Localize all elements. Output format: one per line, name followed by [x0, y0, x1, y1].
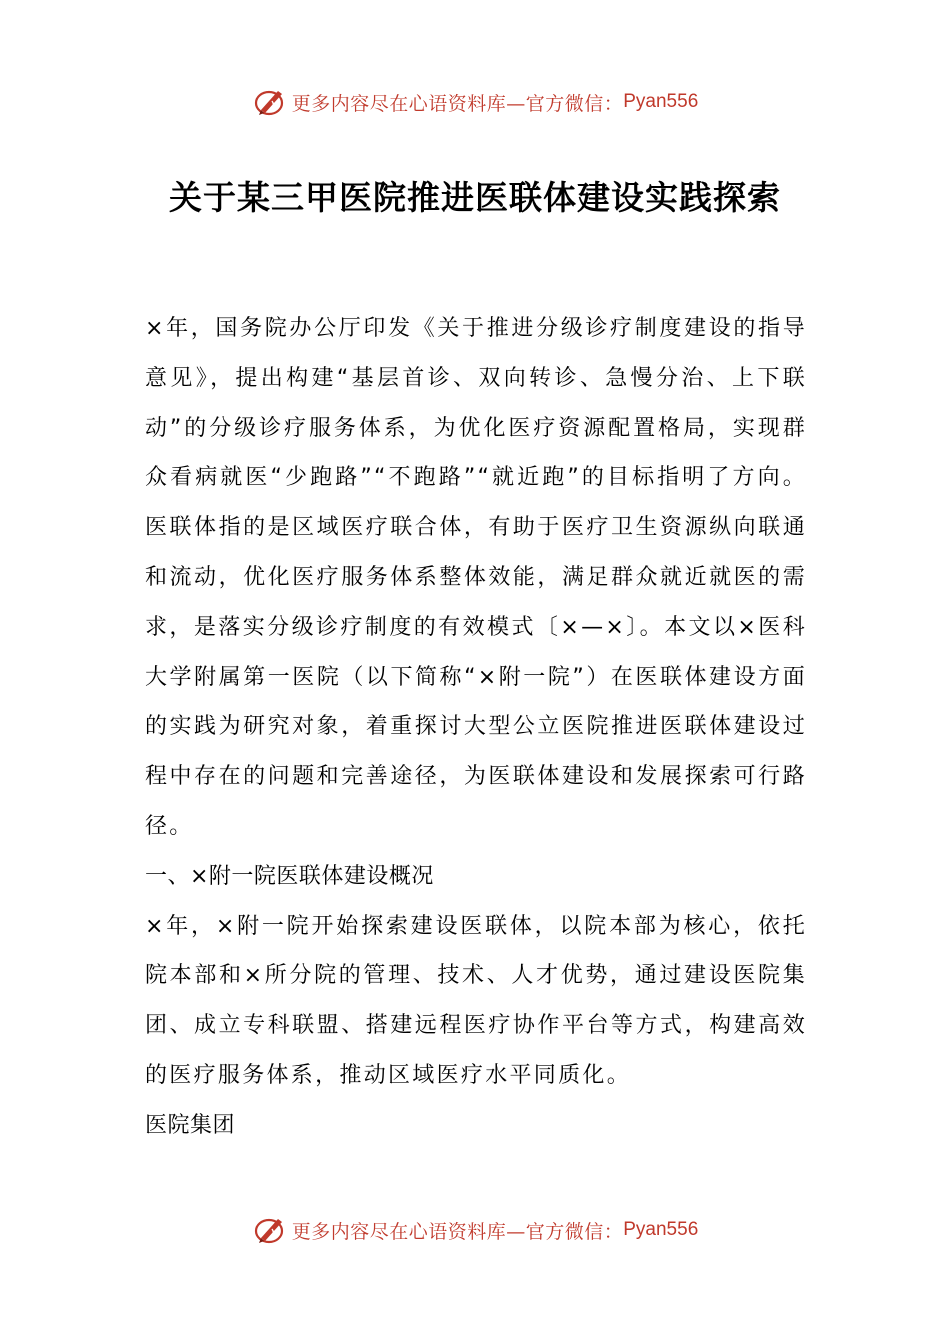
overview-paragraph: ×年，×附一院开始探索建设医联体，以院本部为核心，依托院本部和×所分院的管理、技术、人才优势，通过建设医院集团、成立专科联盟、搭建远程医疗协作平台等方式，构建高效的医疗服务体系，推动区域医疗水平同质化。 [145, 913, 807, 1088]
watermark-header [0, 84, 950, 120]
watermark-account: Pyan556 [623, 91, 699, 112]
subsection-heading: 医院集团 [145, 1112, 236, 1138]
intro-paragraph: ×年，国务院办公厅印发《关于推进分级诊疗制度建设的指导意见》，提出构建“基层首诊、双向转诊、急慢分治、上下联动”的分级诊疗服务体系，为优化医疗资源配置格局，实现群众看病就医“少跑路”“不跑路”“就近跑”的目标指明了方向。医联体指的是区域医疗联合体，有助于医疗卫生资源纵向联通和流动，优化医疗服务体系整体效能，满足群众就近就医的需求，是落实分级诊疗制度的有效模式〔×—×〕。本文以×医科大学附属第一医院（以下简称“×附一院”）在医联体建设方面的实践为研究对象，着重探讨大型公立医院推进医联体建设过程中存在的问题和完善途径，为医联体建设和发展探索可行路径。 [145, 316, 807, 839]
watermark-footer [0, 1212, 950, 1248]
document-title: 关于某三甲医院推进医联体建设实践探索 [169, 178, 781, 217]
document-body [145, 304, 807, 1151]
watermark-account: Pyan556 [623, 1219, 699, 1240]
section-heading: 一、×附一院医联体建设概况 [145, 863, 434, 889]
watermark-text: 更多内容尽在心语资料库—官方微信： [291, 1220, 624, 1243]
pen-logo-icon [252, 1212, 288, 1248]
pen-logo-icon [252, 84, 288, 120]
watermark-text: 更多内容尽在心语资料库—官方微信： [291, 92, 624, 115]
